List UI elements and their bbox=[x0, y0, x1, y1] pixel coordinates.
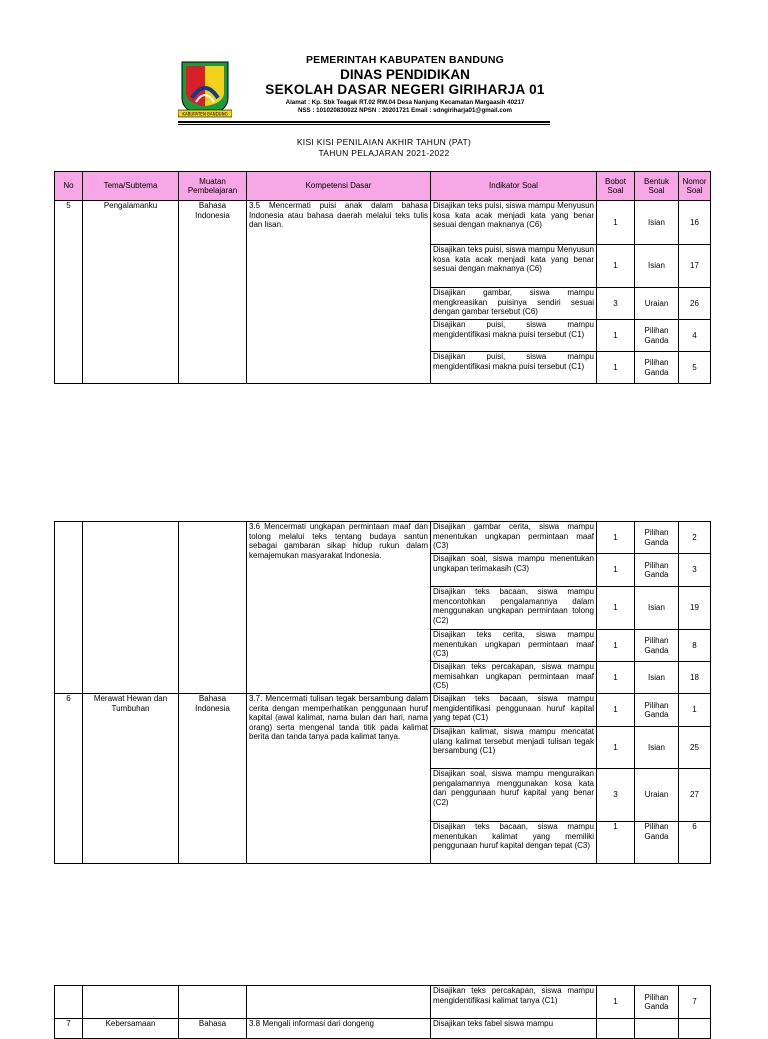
cell-nomor: 18 bbox=[679, 662, 711, 694]
cell-bentuk: Uraian bbox=[635, 769, 679, 822]
cell-kd: 3.8 Mengali informasi dari dongeng bbox=[247, 1019, 431, 1039]
cell-bobot: 1 bbox=[597, 522, 635, 554]
document-title bbox=[0, 137, 768, 159]
table-row bbox=[55, 986, 711, 1019]
cell-tema bbox=[83, 986, 179, 1019]
government-name: PEMERINTAH KABUPATEN BANDUNG bbox=[305, 54, 505, 66]
cell-indikator: Disajikan teks cerita, siswa mampu menentukan ungkapan permintaan maaf (C3) bbox=[431, 630, 597, 662]
cell-muatan: Bahasa bbox=[179, 1019, 247, 1039]
cell-bobot: 1 bbox=[597, 201, 635, 245]
cell-bentuk: Isian bbox=[635, 727, 679, 769]
cell-bentuk: Uraian bbox=[635, 288, 679, 320]
svg-text:KABUPATEN BANDUNG: KABUPATEN BANDUNG bbox=[182, 111, 228, 117]
cell-bentuk bbox=[635, 1019, 679, 1039]
cell-bobot: 1 bbox=[597, 727, 635, 769]
cell-bobot: 1 bbox=[597, 630, 635, 662]
cell-nomor: 6 bbox=[679, 822, 711, 864]
cell-no: 5 bbox=[55, 201, 83, 384]
col-no: No bbox=[55, 172, 83, 201]
cell-bobot: 3 bbox=[597, 769, 635, 822]
cell-nomor: 4 bbox=[679, 320, 711, 352]
cell-indikator: Disajikan gambar, siswa mampu mengkreasikan puisinya sendiri sesuai dengan gambar tersebut (C6) bbox=[431, 288, 597, 320]
cell-no: 6 bbox=[55, 694, 83, 864]
cell-no bbox=[55, 522, 83, 694]
col-nomor: Nomor Soal bbox=[679, 172, 711, 201]
cell-bentuk: Isian bbox=[635, 245, 679, 288]
cell-indikator: Disajikan teks puisi, siswa mampu Menyusun kosa kata acak menjadi kata yang benar sesuai dengan maknanya (C6) bbox=[431, 245, 597, 288]
cell-bobot: 1 bbox=[597, 694, 635, 727]
cell-indikator: Disajikan gambar cerita, siswa mampu menentukan ungkapan permintaan maaf (C3) bbox=[431, 522, 597, 554]
cell-indikator: Disajikan puisi, siswa mampu mengidentifikasi makna puisi tersebut (C1) bbox=[431, 352, 597, 384]
cell-muatan bbox=[179, 522, 247, 694]
cell-no: 7 bbox=[55, 1019, 83, 1039]
cell-indikator: Disajikan teks bacaan, siswa mampu mencontohkan pengalamannya dalam menggunakan ungkapan permintaan tolong (C2) bbox=[431, 587, 597, 630]
cell-nomor: 25 bbox=[679, 727, 711, 769]
school-name: SEKOLAH DASAR NEGERI GIRIHARJA 01 bbox=[265, 82, 545, 97]
cell-bobot: 1 bbox=[597, 986, 635, 1019]
header-rule-thin bbox=[178, 124, 550, 125]
school-identifiers: NSS : 101020830022 NPSN : 20201721 Email : sdngiriharja01@gmail.com bbox=[297, 107, 513, 114]
cell-tema: Kebersamaan bbox=[83, 1019, 179, 1039]
col-tema: Tema/Subtema bbox=[83, 172, 179, 201]
cell-nomor: 2 bbox=[679, 522, 711, 554]
cell-bobot: 1 bbox=[597, 352, 635, 384]
cell-indikator: Disajikan teks percakapan, siswa mampu mengidentifikasi kalimat tanya (C1) bbox=[431, 986, 597, 1019]
cell-bobot: 1 bbox=[597, 320, 635, 352]
cell-bentuk: Pilihan Ganda bbox=[635, 694, 679, 727]
cell-bentuk: Pilihan Ganda bbox=[635, 352, 679, 384]
cell-nomor: 16 bbox=[679, 201, 711, 245]
cell-nomor: 27 bbox=[679, 769, 711, 822]
letterhead bbox=[0, 0, 768, 130]
cell-nomor: 5 bbox=[679, 352, 711, 384]
grid-table-page1 bbox=[54, 171, 711, 384]
cell-nomor: 17 bbox=[679, 245, 711, 288]
cell-muatan bbox=[179, 986, 247, 1019]
cell-bentuk: Pilihan Ganda bbox=[635, 320, 679, 352]
cell-bobot: 1 bbox=[597, 822, 635, 864]
cell-tema: Pengalamanku bbox=[83, 201, 179, 384]
cell-bobot: 1 bbox=[597, 587, 635, 630]
cell-nomor: 1 bbox=[679, 694, 711, 727]
cell-kd: 3.7. Mencermati tulisan tegak bersambung dalam cerita dengan memperhatikan penggunaan huruf kapital (awal kalimat, nama bulan dan hari, nama orang) serta mengenal tanda titik pada kalimat berita dan tanda tanya pada kalimat tanya. bbox=[247, 694, 431, 864]
cell-bentuk: Isian bbox=[635, 201, 679, 245]
cell-bentuk: Pilihan Ganda bbox=[635, 822, 679, 864]
cell-kd: 3.5 Mencermati puisi anak dalam bahasa Indonesia atau bahasa daerah melalui teks tulis dan lisan. bbox=[247, 201, 431, 384]
cell-bobot: 1 bbox=[597, 245, 635, 288]
grid-table-page2 bbox=[54, 521, 711, 864]
col-bentuk: Bentuk Soal bbox=[635, 172, 679, 201]
cell-bobot: 1 bbox=[597, 554, 635, 587]
cell-indikator: Disajikan teks percakapan, siswa mampu memisahkan ungkapan permintaan maaf (C5) bbox=[431, 662, 597, 694]
school-address: Alamat : Kp. Sbk Teagak RT.02 RW.04 Desa Nanjung Kecamatan Margaasih 40217 bbox=[285, 99, 525, 106]
cell-indikator: Disajikan teks bacaan, siswa mampu mengidentifikasi penggunaan huruf kapital yang tepat (C1) bbox=[431, 694, 597, 727]
cell-indikator: Disajikan teks fabel siswa mampu bbox=[431, 1019, 597, 1039]
table-row bbox=[55, 694, 711, 727]
cell-no bbox=[55, 986, 83, 1019]
cell-bobot bbox=[597, 1019, 635, 1039]
cell-bentuk: Isian bbox=[635, 662, 679, 694]
cell-nomor: 7 bbox=[679, 986, 711, 1019]
cell-indikator: Disajikan kalimat, siswa mampu mencatat ulang kalimat tersebut menjadi tulisan tegak bersambung (C1) bbox=[431, 727, 597, 769]
table-row bbox=[55, 522, 711, 554]
grid-table-page3 bbox=[54, 985, 711, 1039]
cell-kd: 3.6 Mencermati ungkapan permintaan maaf dan tolong melalui teks tentang budaya santun sebagai gambaran sikap hidup rukun dalam kemajemukan masyarakat Indonesia. bbox=[247, 522, 431, 694]
cell-bobot: 3 bbox=[597, 288, 635, 320]
cell-indikator: Disajikan soal, siswa mampu menentukan ungkapan terimakasih (C3) bbox=[431, 554, 597, 587]
cell-bentuk: Pilihan Ganda bbox=[635, 630, 679, 662]
cell-nomor: 26 bbox=[679, 288, 711, 320]
cell-nomor: 8 bbox=[679, 630, 711, 662]
col-kd: Kompetensi Dasar bbox=[247, 172, 431, 201]
cell-tema bbox=[83, 522, 179, 694]
department-name: DINAS PENDIDIKAN bbox=[340, 67, 470, 82]
col-muatan: Muatan Pembelajaran bbox=[179, 172, 247, 201]
cell-nomor bbox=[679, 1019, 711, 1039]
cell-bentuk: Pilihan Ganda bbox=[635, 522, 679, 554]
subtitle-line: TAHUN PELAJARAN 2021-2022 bbox=[318, 148, 450, 158]
cell-bentuk: Isian bbox=[635, 587, 679, 630]
cell-muatan: Bahasa Indonesia bbox=[179, 201, 247, 384]
cell-indikator: Disajikan teks bacaan, siswa mampu menentukan kalimat yang memiliki penggunaan huruf kapital dengan tepat (C3) bbox=[431, 822, 597, 864]
table-row bbox=[55, 201, 711, 245]
cell-bentuk: Pilihan Ganda bbox=[635, 986, 679, 1019]
cell-indikator: Disajikan soal, siswa mampu menguraikan pengalamannya menggunakan kosa kata dan penggunaan huruf kapital yang benar (C2) bbox=[431, 769, 597, 822]
col-indikator: Indikator Soal bbox=[431, 172, 597, 201]
cell-tema: Merawat Hewan dan Tumbuhan bbox=[83, 694, 179, 864]
cell-indikator: Disajikan teks puisi, siswa mampu Menyusun kosa kata acak menjadi kata yang benar sesuai dengan maknanya (C6) bbox=[431, 201, 597, 245]
cell-bobot: 1 bbox=[597, 662, 635, 694]
title-line: KISI KISI PENILAIAN AKHIR TAHUN (PAT) bbox=[296, 137, 472, 147]
cell-bentuk: Pilihan Ganda bbox=[635, 554, 679, 587]
cell-muatan: Bahasa Indonesia bbox=[179, 694, 247, 864]
cell-kd bbox=[247, 986, 431, 1019]
cell-nomor: 3 bbox=[679, 554, 711, 587]
table-header-row bbox=[55, 172, 711, 201]
header-rule-thick bbox=[178, 121, 550, 123]
cell-indikator: Disajikan puisi, siswa mampu mengidentifikasi makna puisi tersebut (C1) bbox=[431, 320, 597, 352]
table-row bbox=[55, 1019, 711, 1039]
col-bobot: Bobot Soal bbox=[597, 172, 635, 201]
cell-nomor: 19 bbox=[679, 587, 711, 630]
bandung-regency-crest-icon bbox=[178, 58, 232, 120]
